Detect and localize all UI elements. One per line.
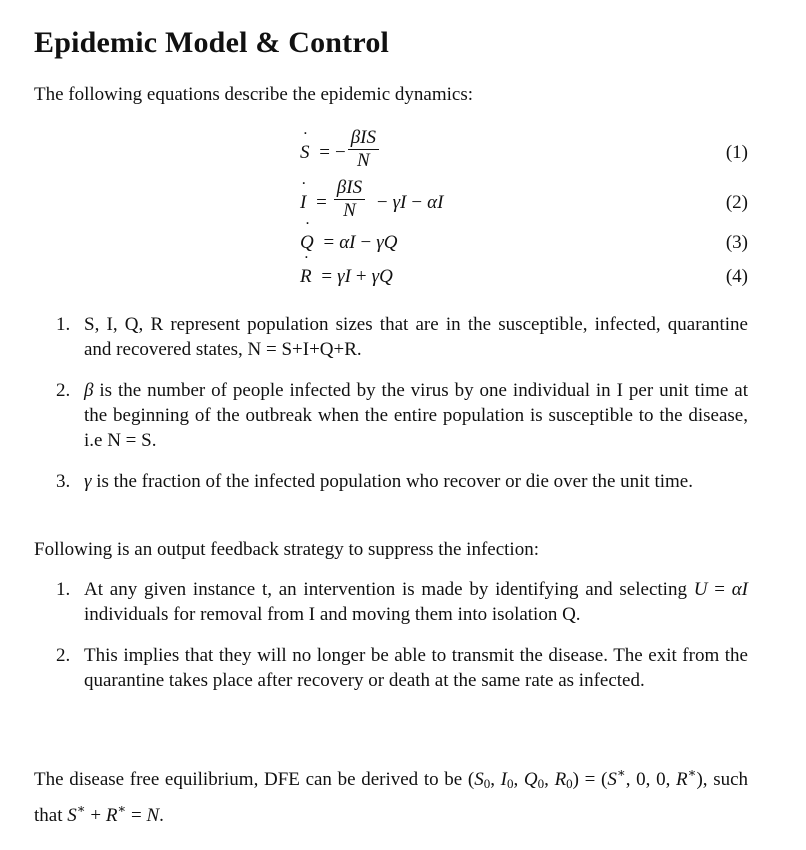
page-title: Epidemic Model & Control — [34, 26, 390, 59]
strategy-list — [56, 577, 748, 693]
equation-number: (1) — [725, 142, 748, 163]
equation-number: (4) — [725, 266, 748, 287]
list-item: 2. β is the number of people infected by the virus by one individual in I per unit time at the beginning of the outbreak when the entire population is susceptible to the disease, i.e N = S. — [56, 380, 748, 451]
list-item: 2. This implies that they will no longer be able to transmit the disease. The exit from the quarantine takes place after recovery or death at the same rate as infected. — [56, 645, 748, 691]
equation-2: I ˙ = $\frac{\text{βIS}}{N}$ − γI − αI (2) — [300, 178, 748, 221]
equation-number: (2) — [725, 192, 748, 213]
dfe-paragraph: The disease free equilibrium, DFE can be derived to be ($S_0$, $I_0$, $Q_0$, $R_0) = (S^∗$, 0, 0, R∗), such that S∗ + R∗ = N. — [34, 765, 749, 826]
list-item: 1. At any given instance t, an intervention is made by identifying and selecting U = αI individuals for removal from I and moving them into isolation Q. — [56, 579, 749, 625]
equation-1: S ˙ = − $\frac{\text{βIS}}{N}$ (1) — [300, 128, 748, 171]
list-item: 3. γ is the fraction of the infected population who recover or die over the unit time. — [56, 471, 693, 492]
equation-4: R ˙ = γI + γQ (4) — [300, 266, 748, 288]
list-item: 1. S, I, Q, R represent population sizes that are in the susceptible, infected, quarantine and recovered states, N = S+I+Q+R. — [56, 314, 748, 360]
strategy-intro: Following is an output feedback strategy to suppress the infection: — [34, 539, 539, 560]
equation-3: Q ˙ = αI − γQ (3) — [300, 232, 748, 254]
equation-number: (3) — [725, 232, 748, 253]
intro-text: The following equations describe the epidemic dynamics: — [34, 84, 473, 105]
definitions-list — [56, 312, 748, 494]
